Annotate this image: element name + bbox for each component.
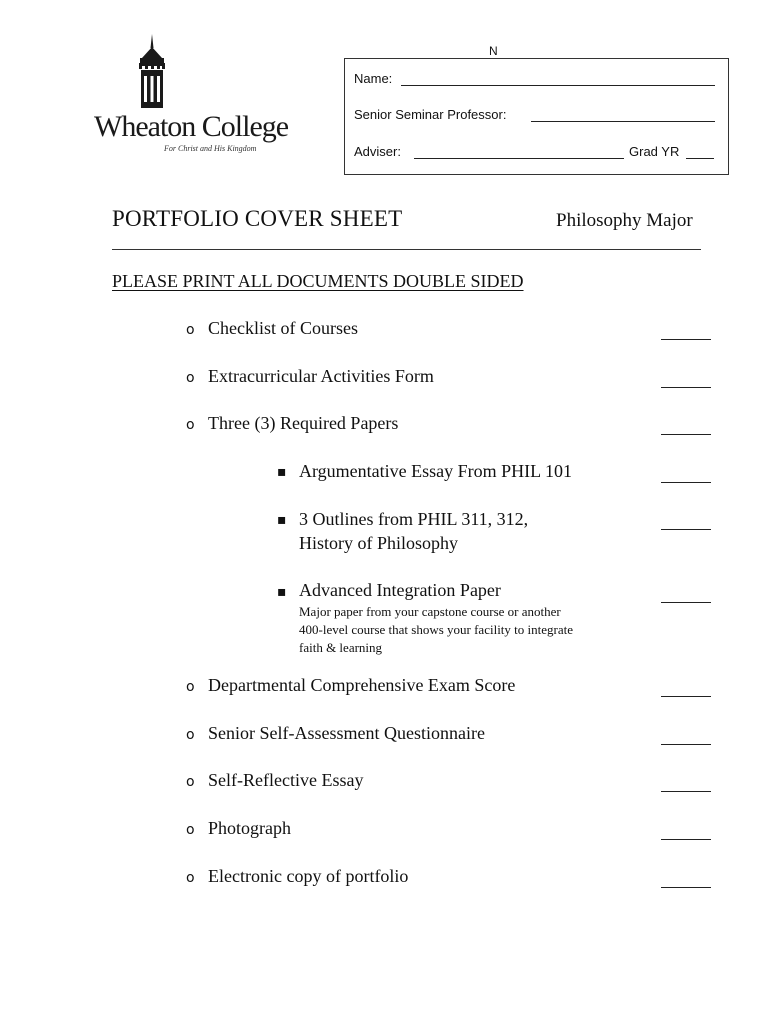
circle-bullet-icon: o xyxy=(186,870,195,886)
item-required-papers: Three (3) Required Papers xyxy=(208,413,399,433)
circle-bullet-icon: o xyxy=(186,322,195,338)
name-field[interactable] xyxy=(401,85,715,86)
logo-motto: For Christ and His Kingdom xyxy=(164,144,257,153)
checkoff-blank[interactable] xyxy=(661,744,711,745)
grad-year-field[interactable] xyxy=(686,158,714,159)
name-label: Name: xyxy=(354,71,393,86)
integration-desc-line: Major paper from your capstone course or another xyxy=(299,604,561,619)
circle-bullet-icon: o xyxy=(186,370,195,386)
subitem-integration-paper: Advanced Integration Paper xyxy=(299,580,501,600)
integration-desc-line: 400-level course that shows your facility to integrate xyxy=(299,622,574,637)
checkoff-blank[interactable] xyxy=(661,887,711,888)
square-bullet-icon: ▪ xyxy=(277,512,287,528)
circle-bullet-icon: o xyxy=(186,417,195,433)
subitem-outlines-line1: 3 Outlines from PHIL 311, 312, xyxy=(299,509,529,529)
item-reflective-essay: Self-Reflective Essay xyxy=(208,770,364,790)
title-divider xyxy=(112,249,701,250)
item-extracurricular-form: Extracurricular Activities Form xyxy=(208,366,434,386)
circle-bullet-icon: o xyxy=(186,822,195,838)
checkoff-blank[interactable] xyxy=(661,839,711,840)
circle-bullet-icon: o xyxy=(186,774,195,790)
major-label: Philosophy Major xyxy=(556,210,693,231)
checkoff-blank[interactable] xyxy=(661,482,711,483)
checkoff-blank[interactable] xyxy=(661,387,711,388)
print-notice: PLEASE PRINT ALL DOCUMENTS DOUBLE SIDED xyxy=(112,271,524,291)
item-self-assessment: Senior Self-Assessment Questionnaire xyxy=(208,723,485,743)
checkoff-blank[interactable] xyxy=(661,339,711,340)
checkoff-blank[interactable] xyxy=(661,529,711,530)
item-checklist-of-courses: Checklist of Courses xyxy=(208,318,358,338)
box-mark: N xyxy=(489,44,498,58)
subitem-outlines-line2: History of Philosophy xyxy=(299,533,459,553)
wheaton-college-logo xyxy=(94,34,294,159)
checkoff-blank[interactable] xyxy=(661,696,711,697)
subitem-argumentative-essay: Argumentative Essay From PHIL 101 xyxy=(299,461,572,481)
square-bullet-icon: ▪ xyxy=(277,584,287,600)
square-bullet-icon: ▪ xyxy=(277,464,287,480)
page-title: PORTFOLIO COVER SHEET xyxy=(112,206,403,231)
item-electronic-copy: Electronic copy of portfolio xyxy=(208,866,409,886)
circle-bullet-icon: o xyxy=(186,679,195,695)
professor-field[interactable] xyxy=(531,121,715,122)
checkoff-blank[interactable] xyxy=(661,791,711,792)
college-tower-icon xyxy=(134,34,170,110)
checkoff-blank[interactable] xyxy=(661,434,711,435)
grad-year-label: Grad YR xyxy=(629,144,680,159)
item-photograph: Photograph xyxy=(208,818,291,838)
adviser-label: Adviser: xyxy=(354,144,401,159)
item-exam-score: Departmental Comprehensive Exam Score xyxy=(208,675,516,695)
logo-wordmark: Wheaton College xyxy=(94,110,289,143)
checkoff-blank[interactable] xyxy=(661,602,711,603)
integration-desc-line: faith & learning xyxy=(299,640,383,655)
adviser-field[interactable] xyxy=(414,158,624,159)
circle-bullet-icon: o xyxy=(186,727,195,743)
professor-label: Senior Seminar Professor: xyxy=(354,107,507,122)
student-info-box xyxy=(344,58,729,175)
